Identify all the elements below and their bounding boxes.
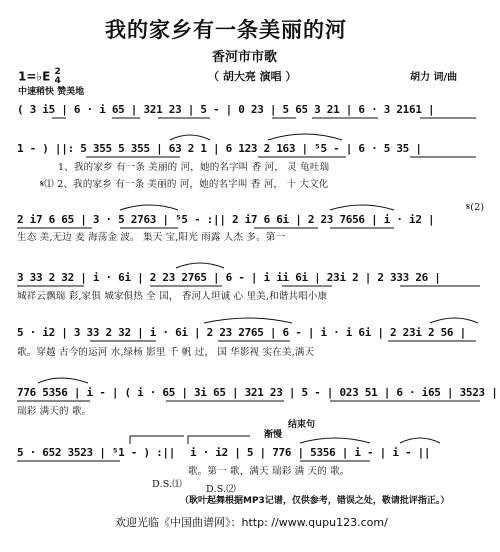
slur [204, 318, 292, 323]
da-segno-1: D.S.⑴ [152, 479, 182, 490]
score-row-3: 2 i7 6 65 | 3 · 5 2763 | ⁵5 - :|| 2 i7 6 6i | 2 23 7656 | i · i2 | [17, 213, 435, 226]
volta-group [130, 436, 250, 444]
time-bottom: 4 [54, 76, 61, 86]
lyric-row-2-verse-2: 𝄋⑴ 2、我的家乡 有一条 美丽的 河，她的名字叫 香 河， 十 大文化 [40, 179, 329, 190]
slur [176, 263, 224, 268]
gradual-slow-marking: 渐慢 [264, 430, 283, 440]
performer: （ 胡大亮 演唱 ） [208, 70, 297, 83]
slur [400, 438, 440, 443]
score-row-7-left: 5 · 652 3523 | ⁵1 - ) :|| [17, 446, 176, 459]
credits: 胡力 词/曲 [410, 72, 458, 83]
score-row-1: ( 3 i5 | 6 · i 65 | 321 23 | 5 - | 0 23 | 5 65 3 21 | 6 · 3 2161 | [17, 103, 435, 116]
song-title: 我的家乡有一条美丽的河 [105, 18, 347, 42]
slur [330, 205, 394, 210]
transcription-note: （耿叶起舞根据MP3记谱，仅供参考，错误之处，敬请批评指正。） [180, 496, 450, 506]
slur [430, 318, 478, 323]
score-row-5: 5 · i2 | 3 33 2 32 | i · 6i | 2 23 2765 | 6 - | i · i 6i | 2 23i 2 56 | [17, 326, 466, 339]
lyric-row-2-verse-1: 1、我的家乡 有一条 美丽的 河，她的名字叫 香 河， 灵 龟吐瑞 [58, 162, 330, 173]
segno-mark-2: 𝄋(2) [466, 202, 485, 213]
volta-bracket-1 [130, 436, 184, 444]
lyric-row-7: 歌。第一 歌，满天 瑞彩 满 天的 歌。 [188, 466, 350, 477]
lyric-row-6: 瑞彩 满天的 歌。 [17, 406, 92, 417]
da-segno-2: D.S.⑵ [206, 484, 236, 495]
key-label: 1=♭E [18, 69, 51, 84]
tempo-marking: 中速稍快 赞美地 [18, 87, 85, 97]
score-row-7-right: i · i2 | 5 | 776 | 5356 | i - | i - || [190, 446, 431, 459]
site-credit: 欢迎光临《中国曲谱网》：http: //www.qupu123.com/ [115, 516, 388, 529]
time-top: 2 [54, 67, 61, 77]
song-subtitle: 香河市市歌 [212, 50, 278, 65]
slur [268, 134, 342, 140]
slur [120, 205, 178, 210]
slur [38, 378, 88, 383]
ending-marking: 结束句 [288, 420, 316, 430]
score-row-2: 1 - ) ||: 5 355 5 355 | 63 2 1 | 6 123 2 163 | ⁵5 - | 6 · 5 35 | [17, 142, 422, 155]
slur [170, 135, 210, 140]
lyric-row-3: 生态 美,无边 麦 海荡金 波。 集天 宝,阳光 雨露 人杰 多。第一 [17, 232, 286, 243]
lyric-row-5: 歌。穿越 古今的运河 水,绿杨 影里 千 帆 过， 国 华影视 实在美,满天 [17, 347, 315, 358]
score-row-4: 3 33 2 32 | i · 6i | 2 23 2765 | 6 - | i ii 6i | 23i 2 | 2 333 26 | [17, 271, 441, 284]
time-signature [54, 68, 60, 86]
score-row-6: 776 5356 | i - | ( i · 65 | 3i 65 | 321 23 | 5 - | 023 51 | 6 · i65 | 3523 | [17, 386, 498, 399]
lyric-row-4: 城祥云飘瑞 彩,家俱 城家俱热 全 国， 香河人坦诚 心 里美,和谐共唱小康 [17, 291, 328, 302]
key-signature [18, 68, 61, 86]
volta-bracket-2 [188, 436, 250, 444]
slur [300, 438, 370, 443]
